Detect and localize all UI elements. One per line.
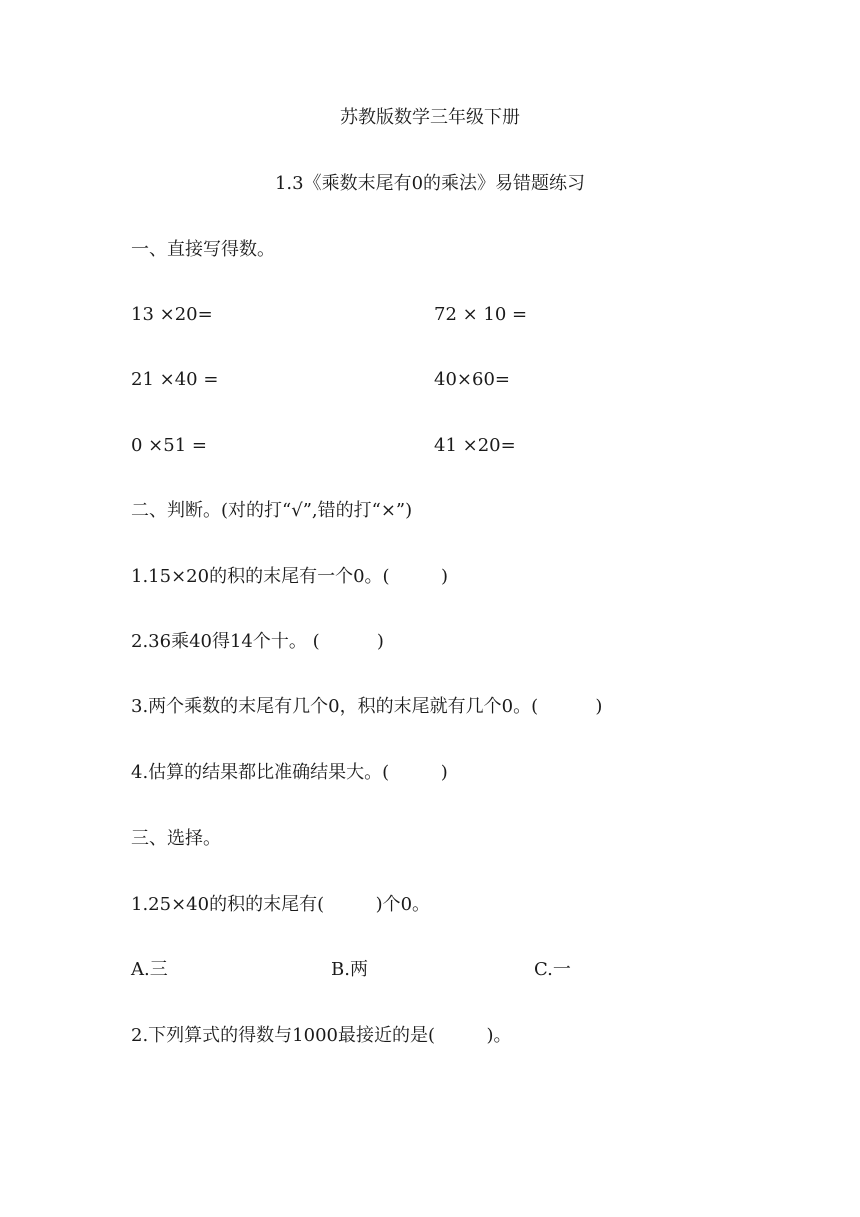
choice-option-c: C.一	[534, 959, 571, 980]
section-heading-direct-calc: 一、直接写得数。	[131, 239, 275, 260]
choice-question: 2.下列算式的得数与1000最接近的是( )。	[131, 1025, 512, 1046]
page-title: 苏教版数学三年级下册	[340, 107, 520, 128]
page-subtitle: 1.3《乘数末尾有0的乘法》易错题练习	[274, 173, 586, 194]
judge-item: 2.36乘40得14个十。 ( )	[131, 631, 384, 652]
calc-item: 0 ×51 =	[131, 435, 207, 456]
calc-item: 40×60=	[434, 369, 510, 390]
calc-item: 21 ×40 =	[131, 369, 219, 390]
calc-item: 13 ×20=	[131, 304, 213, 325]
choice-option-a: A.三	[131, 959, 168, 980]
judge-item: 3.两个乘数的末尾有几个0，积的末尾就有几个0。( )	[131, 696, 603, 717]
judge-item: 1.15×20的积的末尾有一个0。( )	[131, 566, 449, 587]
choice-option-b: B.两	[331, 959, 368, 980]
judge-item: 4.估算的结果都比准确结果大。( )	[131, 762, 448, 783]
section-heading-choice: 三、选择。	[131, 828, 221, 849]
calc-item: 72 × 10 =	[434, 304, 528, 325]
choice-question: 1.25×40的积的末尾有( )个0。	[131, 894, 431, 915]
calc-item: 41 ×20=	[434, 435, 516, 456]
section-heading-judge: 二、判断。(对的打“√”,错的打“×”)	[131, 500, 413, 521]
